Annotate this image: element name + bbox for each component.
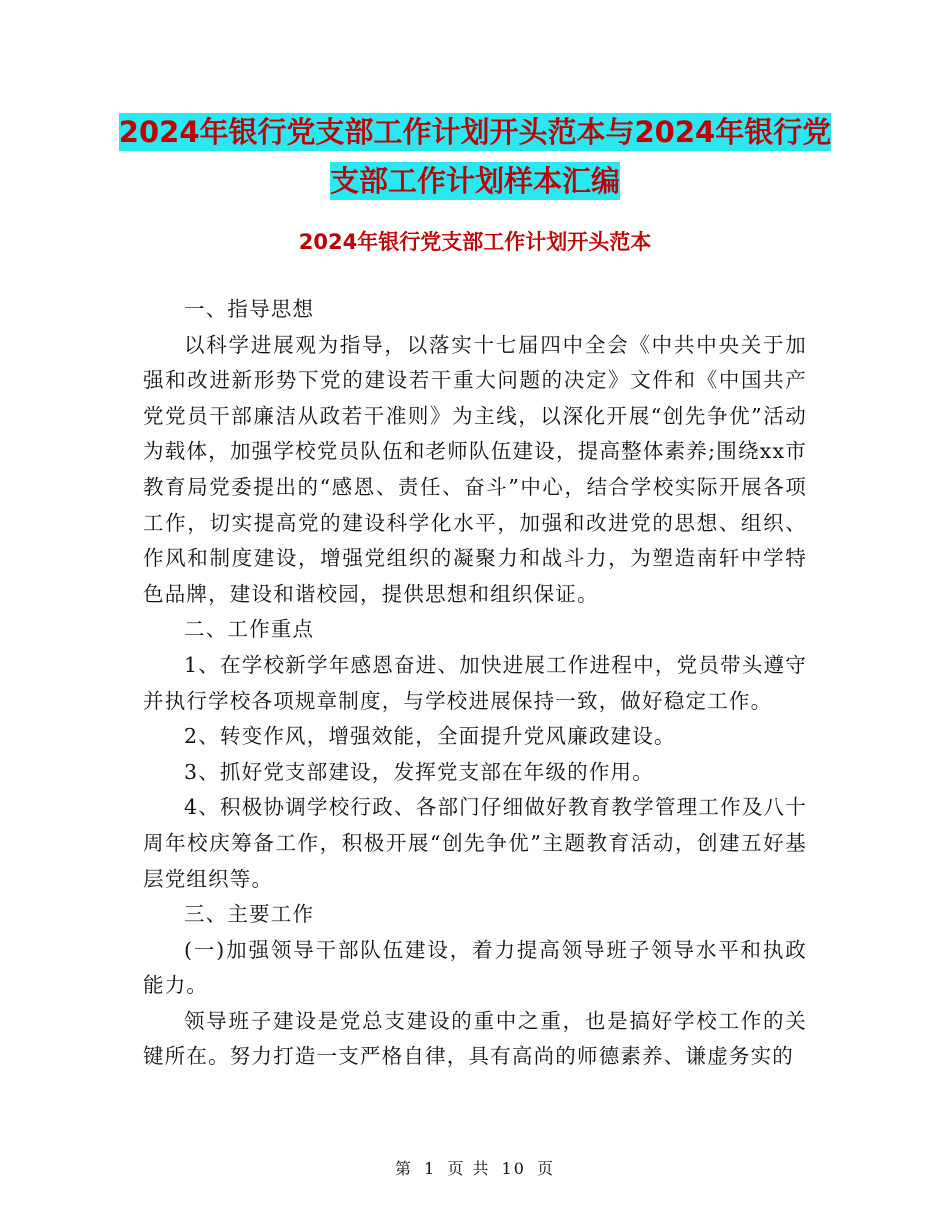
section-title: 2024年银行党支部工作计划开头范本 xyxy=(298,230,652,254)
list-item-focus-4: 4、积极协调学校行政、各部门仔细做好教育教学管理工作及八十周年校庆筹备工作，积极开展“创先争优”主题教育活动，创建五好基层党组织等。 xyxy=(143,795,807,891)
heading-guiding-ideology: 一、指导思想 xyxy=(184,297,315,321)
title-line-1: 2024年银行党支部工作计划开头范本与2024年银行党 xyxy=(118,115,832,149)
heading-work-focus: 二、工作重点 xyxy=(184,617,315,642)
page-number: 1 xyxy=(424,1159,437,1178)
list-item-focus-1: 1、在学校新学年感恩奋进、加快进展工作进程中，党员带头遵守并执行学校各项规章制度，与学校进展保持一致，做好稳定工作。 xyxy=(143,652,807,713)
paragraph-guiding-ideology: 以科学进展观为指导，以落实十七届四中全会《中共中央关于加强和改进新形势下党的建设若干重大问题的决定》文件和《中国共产党党员干部廉洁从政若干准则》为主线，以深化开展“创先争优”活动为载体，加强学校党员队伍和老师队伍建设，提高整体素养;围绕xx市教育局党委提出的“感恩、责任、奋斗”中心，结合学校实际开展各项工作，切实提高党的建设科学化水平，加强和改进党的思想、组织、作风和制度建设，增强党组织的凝聚力和战斗力，为塑造南轩中学特色品牌，建设和谐校园，提供思想和组织保证。 xyxy=(143,332,807,606)
document-body xyxy=(143,292,807,1075)
footer-middle: 页 共 xyxy=(447,1159,491,1178)
page-total: 10 xyxy=(501,1159,526,1178)
list-item-focus-2: 2、转变作风，增强效能，全面提升党风廉政建设。 xyxy=(184,724,676,749)
footer-prefix: 第 xyxy=(394,1159,413,1178)
paragraph-main-work-1: (一)加强领导干部队伍建设，着力提高领导班子领导水平和执政能力。 xyxy=(143,937,807,998)
list-item-focus-3: 3、抓好党支部建设，发挥党支部在年级的作用。 xyxy=(184,759,654,784)
document-title xyxy=(0,108,950,206)
title-line-2: 支部工作计划样本汇编 xyxy=(329,164,620,198)
paragraph-main-work-2: 领导班子建设是党总支建设的重中之重，也是搞好学校工作的关键所在。努力打造一支严格自律，具有高尚的师德素养、谦虚务实的 xyxy=(143,1008,807,1069)
page-footer xyxy=(0,1156,950,1179)
footer-suffix: 页 xyxy=(537,1159,556,1178)
heading-main-work: 三、主要工作 xyxy=(184,902,315,927)
